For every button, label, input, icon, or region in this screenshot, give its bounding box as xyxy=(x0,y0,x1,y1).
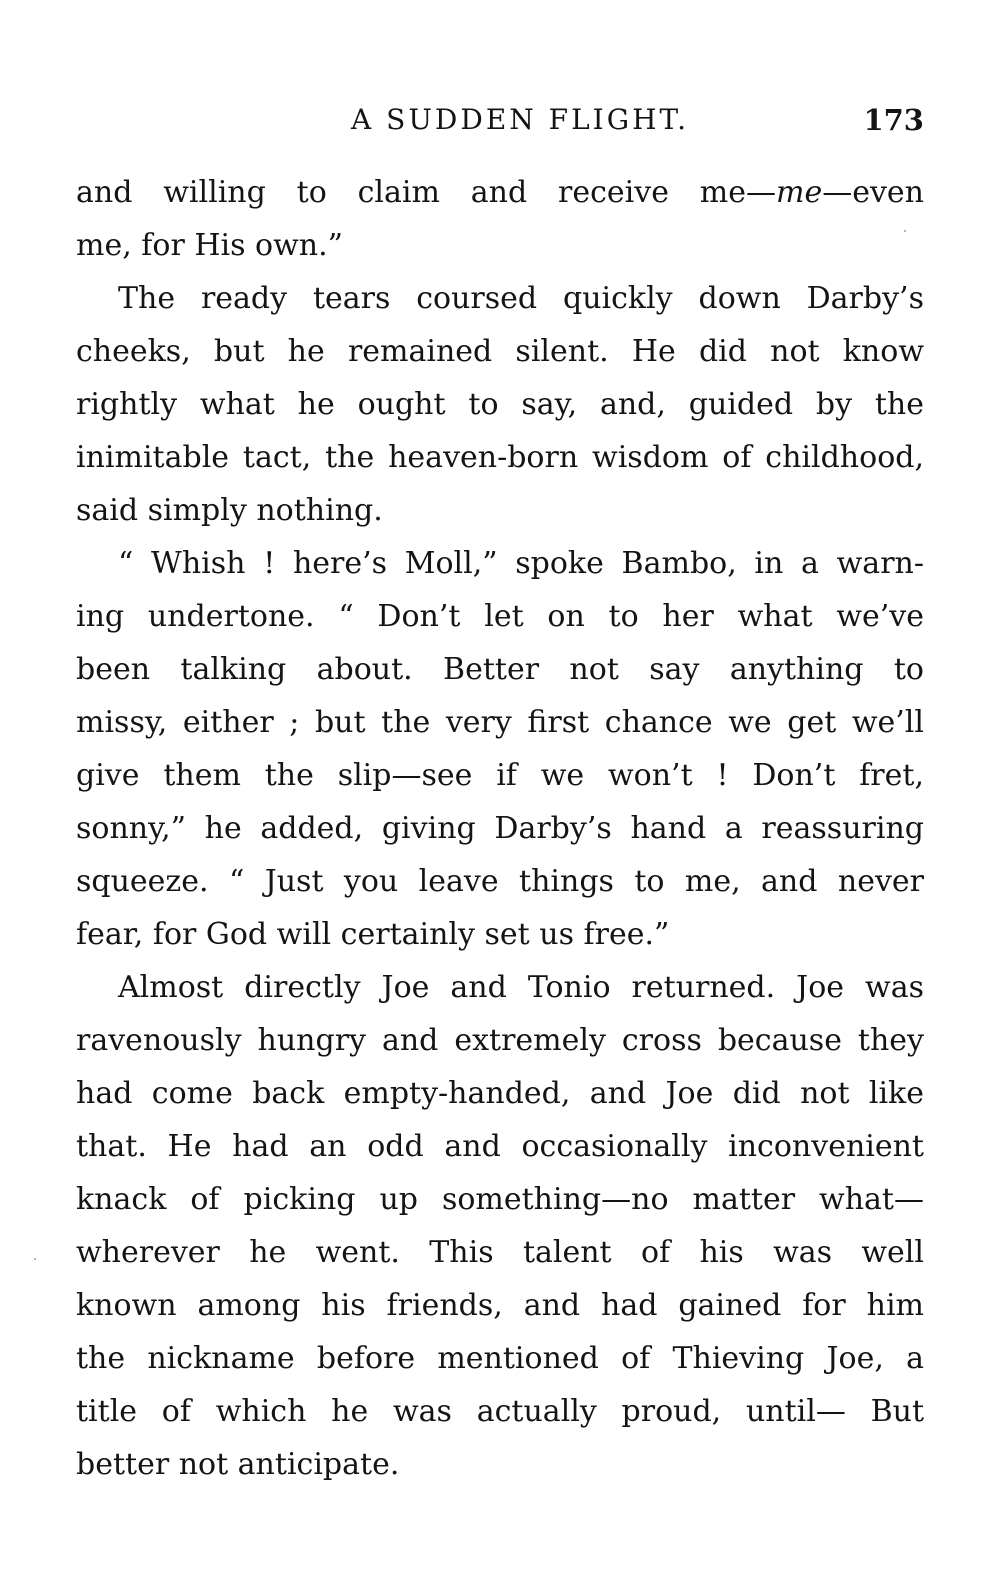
text-segment: and willing to claim and receive me— xyxy=(76,175,777,210)
emphasized-word: me xyxy=(776,175,823,210)
text-line: better not anticipate. xyxy=(76,1447,400,1482)
page-number: 173 xyxy=(863,103,924,137)
text-line: The ready tears coursed quickly down Darby’s xyxy=(118,281,924,316)
text-line: said simply nothing. xyxy=(76,493,383,528)
text-line: missy, either ; but the very first chance we get we’ll xyxy=(76,705,924,740)
text-line: “ Whish ! here’s Moll,” spoke Bambo, in a warn- xyxy=(118,546,924,581)
text-line: the nickname before mentioned of Thieving Joe, a xyxy=(76,1341,924,1376)
text-line: sonny,” he added, giving Darby’s hand a reassuring xyxy=(76,811,924,846)
text-line: ravenously hungry and extremely cross because they xyxy=(76,1023,924,1058)
text-line: give them the slip—see if we won’t ! Don’t fret, xyxy=(76,758,924,793)
text-line: title of which he was actually proud, until— But xyxy=(76,1394,924,1429)
text-line: fear, for God will certainly set us free.” xyxy=(76,917,670,952)
scan-speck xyxy=(904,230,906,232)
text-line: had come back empty-handed, and Joe did not like xyxy=(76,1076,924,1111)
text-line: squeeze. “ Just you leave things to me, and never xyxy=(76,864,924,899)
text-line: cheeks, but he remained silent. He did not know xyxy=(76,334,924,369)
text-line: been talking about. Better not say anything to xyxy=(76,652,924,687)
text-line: rightly what he ought to say, and, guided by the xyxy=(76,387,924,422)
running-head xyxy=(76,98,924,142)
text-line xyxy=(76,166,924,219)
text-line: wherever he went. This talent of his was well xyxy=(76,1235,924,1270)
text-line: Almost directly Joe and Tonio returned. Joe was xyxy=(118,970,924,1005)
running-title: A SUDDEN FLIGHT. xyxy=(351,103,689,136)
text-line: me, for His own.” xyxy=(76,228,343,263)
scan-speck xyxy=(34,1258,36,1260)
text-line: ing undertone. “ Don’t let on to her what we’ve xyxy=(76,599,924,634)
text-line: known among his friends, and had gained for him xyxy=(76,1288,924,1323)
text-line: that. He had an odd and occasionally inconvenient xyxy=(76,1129,924,1164)
text-segment: —even xyxy=(822,175,924,210)
text-line: knack of picking up something—no matter what— xyxy=(76,1182,924,1217)
body-text xyxy=(76,166,924,1491)
text-line: inimitable tact, the heaven-born wisdom of childhood, xyxy=(76,440,924,475)
